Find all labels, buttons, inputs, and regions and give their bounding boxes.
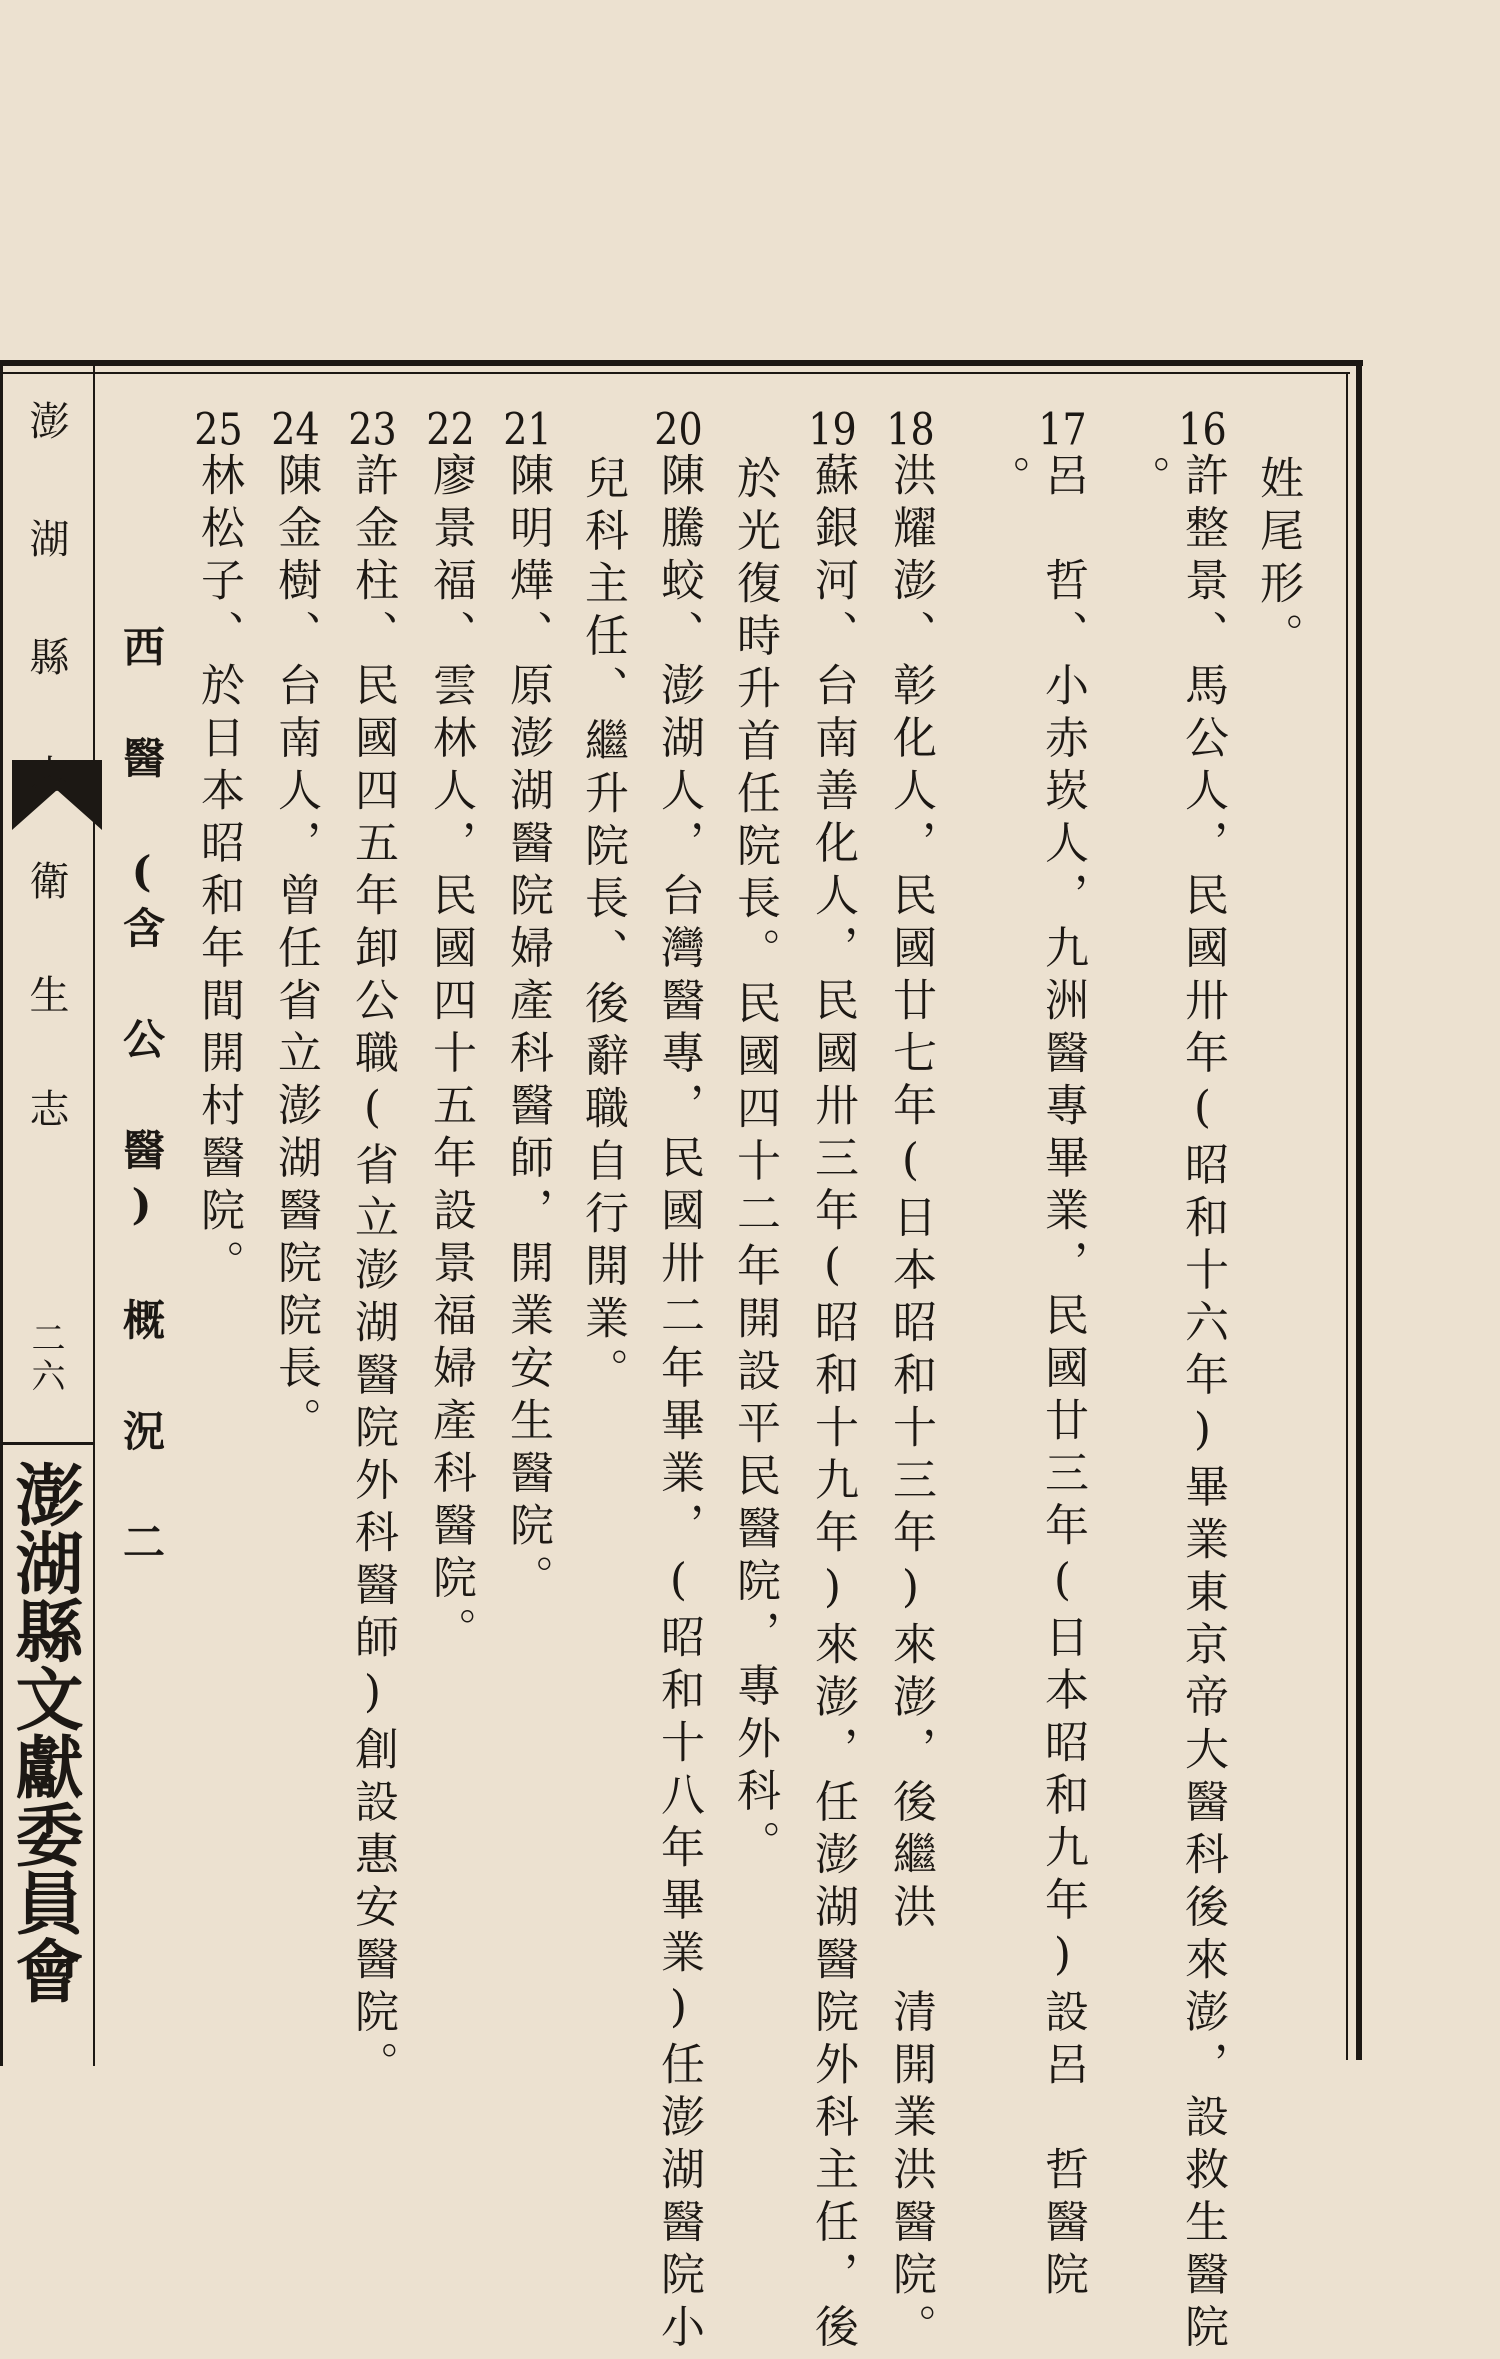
entry-25-line-1: 25林松子、於日本昭和年間開村醫院。 <box>193 408 244 1292</box>
entry-number: 25 <box>194 408 243 452</box>
entry-23-line-1: 23許金柱、民國四五年卸公職(省立澎湖醫院外科醫師)創設惠安醫院。 <box>347 408 398 2094</box>
margin-divider-rule <box>93 366 95 2066</box>
entry-16-line-2: 。 <box>1119 455 1170 508</box>
publisher-seal: 澎湖縣文獻委員會 <box>4 1460 84 2004</box>
entry-17-line-2: 。 <box>979 455 1030 508</box>
chapter-heading: 西 醫 (含 公 醫) 概 況 二 <box>117 625 166 1572</box>
right-border-rule <box>1356 360 1362 2060</box>
entry-number: 24 <box>271 408 320 452</box>
entry-16-line-1: 16許整景、馬公人，民國卅年(昭和十六年)畢業東京帝大醫科後來澎，設救生醫院 <box>1177 408 1228 2356</box>
entry-22-line-1: 22廖景福、雲林人，民國四十五年設景福婦產科醫院。 <box>425 408 476 1660</box>
entry-number: 17 <box>1038 408 1087 452</box>
entry-continuation: 姓尾形。 <box>1252 455 1303 665</box>
section-title: 衛 生 志 <box>23 860 69 1142</box>
entry-18-line-1: 18洪耀澎、彰化人，民國廿七年(日本昭和十三年)來澎，後繼洪 清開業洪醫院。 <box>885 408 936 2356</box>
entry-20-line-1: 20陳騰蛟、澎湖人，台灣醫專，民國卅二年畢業，(昭和十八年畢業)任澎湖醫院小 <box>653 408 704 2356</box>
top-border-rule-thin <box>0 372 1350 374</box>
entry-21-line-1: 21陳明燁、原澎湖醫院婦產科醫師，開業安生醫院。 <box>502 408 553 1607</box>
entry-19-line-2: 於光復時升首任院長。民國四十二年開設平民醫院，專外科。 <box>729 455 780 1873</box>
entry-19-line-1: 19蘇銀河、台南善化人，民國卅三年(昭和十九年)來澎，任澎湖醫院外科主任，後 <box>807 408 858 2356</box>
entry-number: 23 <box>348 408 397 452</box>
entry-20-line-2: 兒科主任、繼升院長、後辭職自行開業。 <box>577 455 628 1400</box>
book-title: 澎 湖 縣 志 <box>23 400 69 810</box>
entry-17-line-1: 17呂 哲、小赤崁人，九洲醫專畢業，民國廿三年(日本昭和九年)設呂 哲醫院 <box>1037 408 1088 2304</box>
entry-number: 16 <box>1178 408 1227 452</box>
entry-number: 20 <box>654 408 703 452</box>
entry-number: 21 <box>503 408 552 452</box>
entry-number: 22 <box>426 408 475 452</box>
entry-24-line-1: 24陳金樹、台南人，曾任省立澎湖醫院院長。 <box>270 408 321 1450</box>
seal-divider-rule <box>0 1442 93 1445</box>
right-border-rule-thin <box>1346 372 1348 2060</box>
entry-number: 18 <box>886 408 935 452</box>
top-border-rule <box>0 360 1363 366</box>
left-edge-rule <box>0 366 3 2066</box>
page-number: 二六 <box>25 1320 65 1396</box>
entry-number: 19 <box>808 408 857 452</box>
